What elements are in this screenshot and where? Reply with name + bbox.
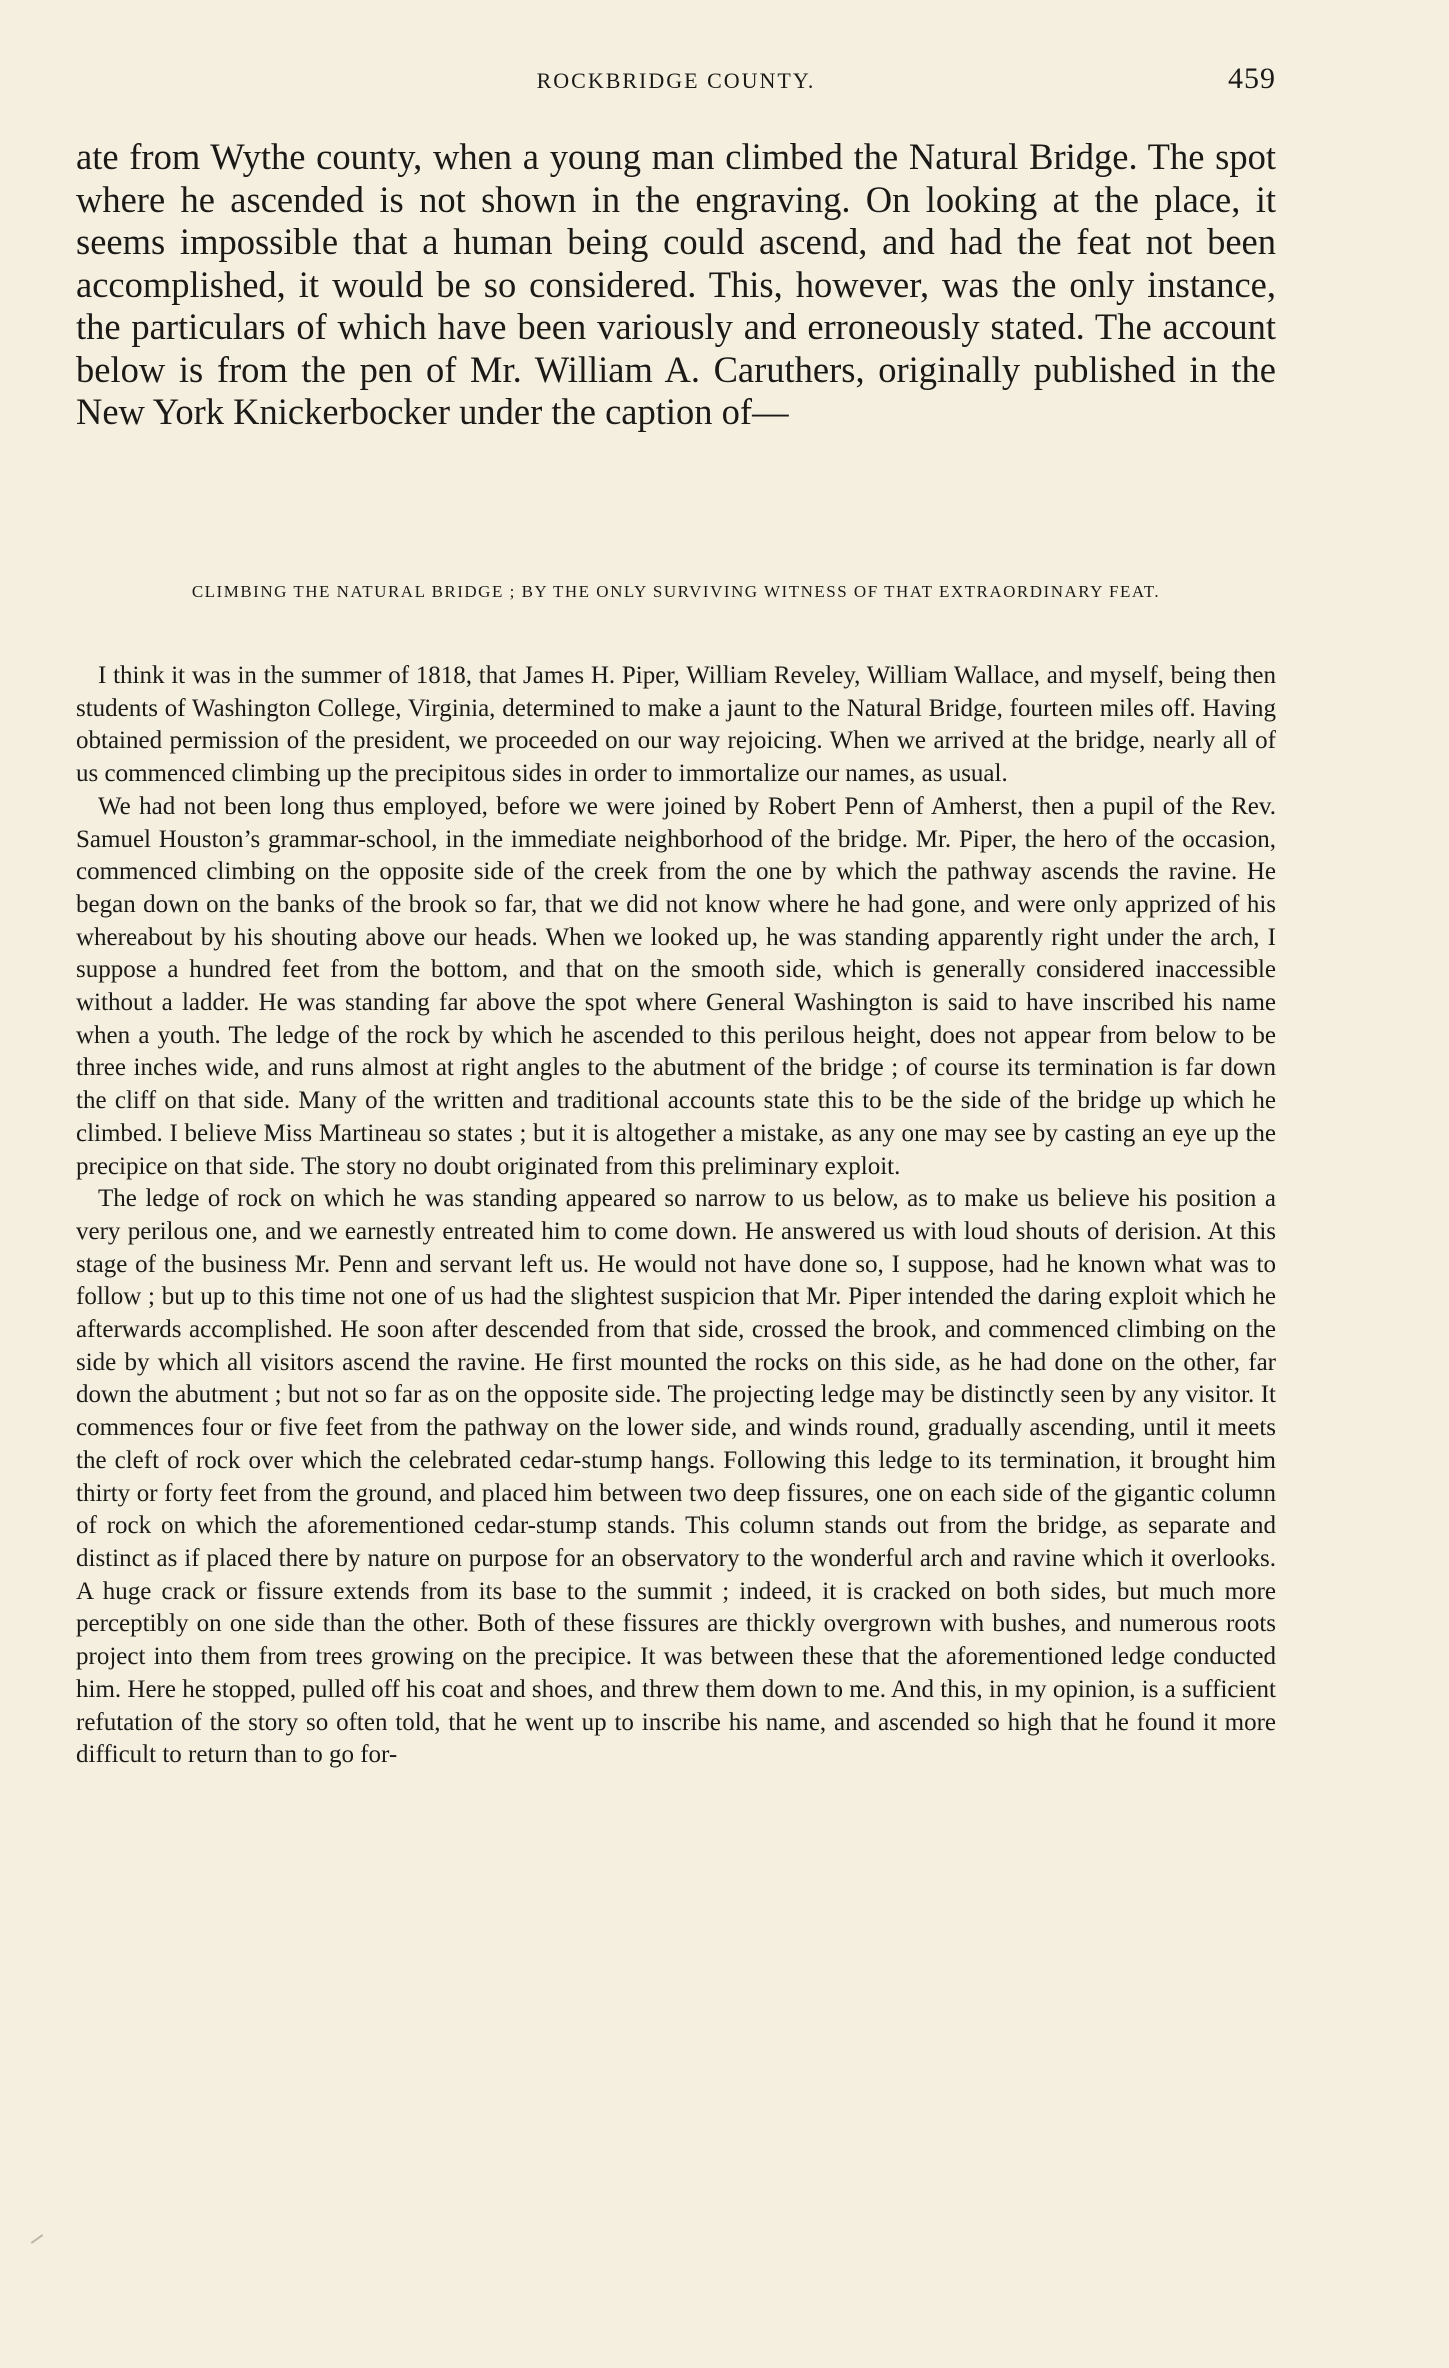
running-title: ROCKBRIDGE COUNTY. [536, 68, 816, 93]
intro-section [76, 136, 1276, 434]
paragraph-1: I think it was in the summer of 1818, that James H. Piper, William Reveley, William Wallace, and myself, being then students of Washington College, Virginia, determined to make a jaunt to the Natural Bridge, fourteen miles off. Having obtained permission of the president, we proceeded on our way rejoicing. When we arrived at the bridge, nearly all of us commenced climbing up the precipitous sides in order to immortalize our names, as usual. [76, 662, 1276, 788]
running-head [76, 62, 1276, 102]
book-page [76, 0, 1276, 2368]
body-text [76, 660, 1276, 1772]
paragraph-2: We had not been long thus employed, before we were joined by Robert Penn of Amherst, then a pupil of the Rev. Samuel Houston’s grammar-school, in the immediate neighborhood of the bridge. Mr. Piper, the hero of the occasion, commenced climbing on the opposite side of the creek from the one by which the pathway ascends the ravine. He began down on the banks of the brook so far, that we did not know where he had gone, and were only apprized of his whereabout by his shouting above our heads. When we looked up, he was standing apparently right under the arch, I suppose a hundred feet from the bottom, and that on the smooth side, which is generally considered inaccessible without a ladder. He was standing far above the spot where General Washington is said to have inscribed his name when a youth. The ledge of the rock by which he ascended to this perilous height, does not appear from below to be three inches wide, and runs almost at right angles to the abutment of the bridge ; of course its termination is far down the cliff on that side. Many of the written and traditional accounts state this to be the side of the bridge up which he climbed. I believe Miss Martineau so states ; but it is altogether a mistake, as any one may see by casting an eye up the precipice on that side. The story no doubt originated from this preliminary exploit. [76, 792, 1276, 1180]
page-number: 459 [1228, 62, 1276, 95]
paragraph-3: The ledge of rock on which he was standing appeared so narrow to us below, as to make us believe his position a very perilous one, and we earnestly entreated him to come down. He answered us with loud shouts of derision. At this stage of the business Mr. Penn and servant left us. He would not have done so, I suppose, had he known what was to follow ; but up to this time not one of us had the slightest suspicion that Mr. Piper intended the daring exploit which he afterwards accomplished. He soon after descended from that side, crossed the brook, and commenced climbing on the side by which all visitors ascend the ravine. He first mounted the rocks on this side, as he had done on the other, far down the abutment ; but not so far as on the opposite side. The projecting ledge may be distinctly seen by any visitor. It commences four or five feet from the pathway on the lower side, and winds round, gradually ascending, until it meets the cleft of rock over which the celebrated cedar-stump hangs. Following this ledge to its termination, it brought him thirty or forty feet from the ground, and placed him between two deep fissures, one on each side of the gigantic column of rock on which the aforementioned cedar-stump stands. This column stands out from the bridge, as separate and distinct as if placed there by nature on purpose for an observatory to the wonderful arch and ravine which it overlooks. A huge crack or fissure extends from its base to the summit ; indeed, it is cracked on both sides, but much more perceptibly on one side than the other. Both of these fissures are thickly overgrown with bushes, and numerous roots project into them from trees growing on the precipice. It was between these that the aforementioned ledge conducted him. Here he stopped, pulled off his coat and shoes, and threw them down to me. And this, in my opinion, is a sufficient refutation of the story so often told, that he went up to inscribe his name, and ascended so high that he found it more difficult to return than to go for- [76, 1185, 1276, 1769]
intro-paragraph: ate from Wythe county, when a young man climbed the Natural Bridge. The spot where he ascended is not shown in the engraving. On looking at the place, it seems impossible that a human being could ascend, and had the feat not been accomplished, it would be so considered. This, however, was the only instance, the particulars of which have been variously and erroneously stated. The account below is from the pen of Mr. William A. Caruthers, originally published in the New York Knickerbocker under the caption of— [76, 136, 1276, 432]
section-heading: CLIMBING THE NATURAL BRIDGE ; BY THE ONLY SURVIVING WITNESS OF THAT EXTRAORDINARY FEAT. [191, 582, 1161, 601]
pencil-mark-icon [31, 2234, 44, 2244]
